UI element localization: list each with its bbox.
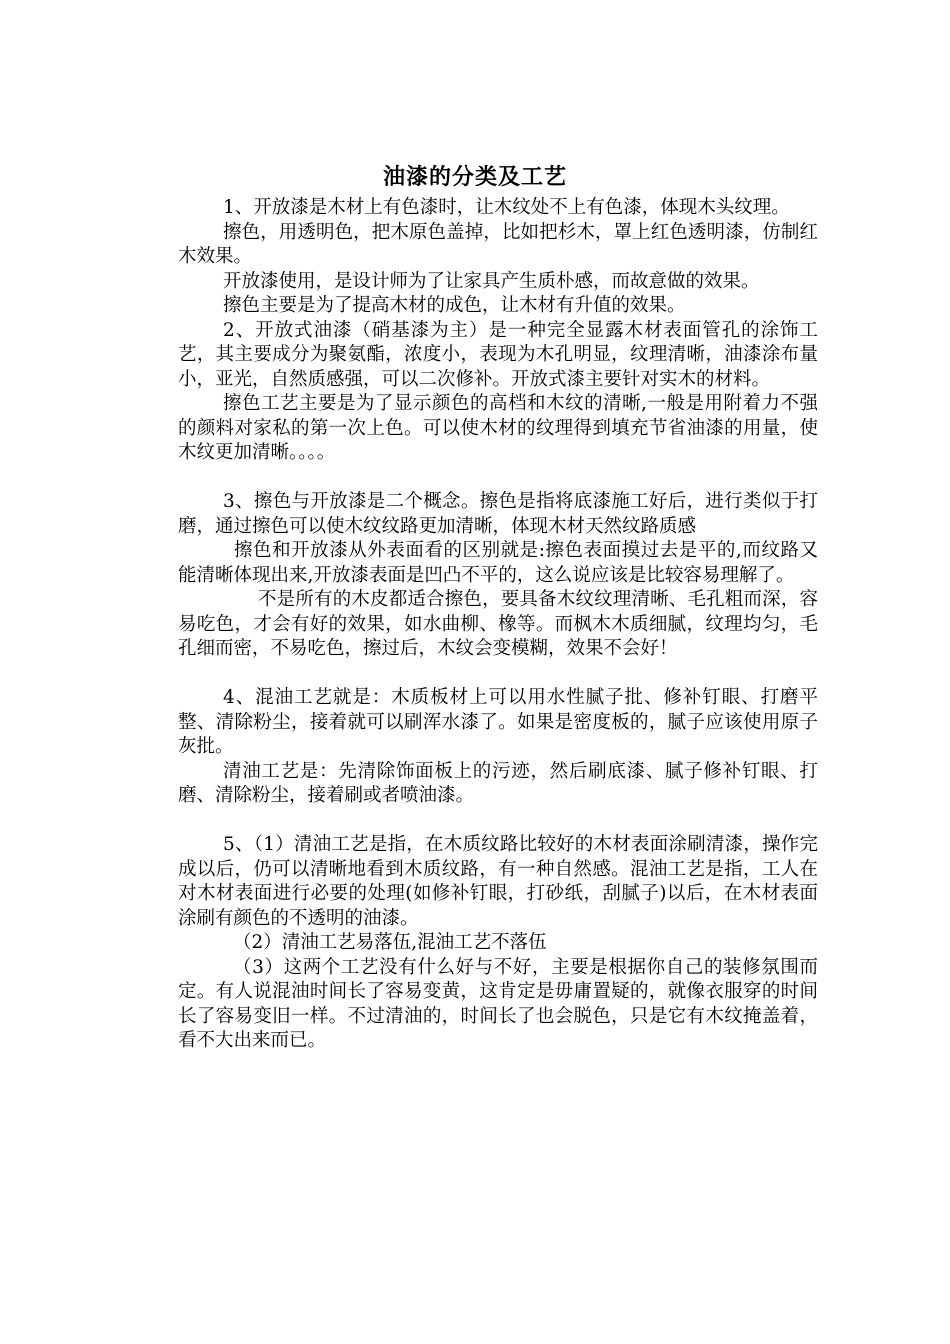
document-body xyxy=(178,196,818,1054)
paragraph: 2、开放式油漆（硝基漆为主）是一种完全显露木材表面管孔的涂饰工艺，其主要成分为聚氨酯，浓度小，表现为木孔明显，纹理清晰，油漆涂布量小，亚光，自然质感强，可以二次修补。开放式漆主要针对实木的材料。 xyxy=(178,319,818,390)
blank-line xyxy=(178,809,818,834)
paragraph: 1、开放漆是木材上有色漆时，让木纹处不上有色漆，体现木头纹理。 xyxy=(223,197,790,218)
paragraph: 不是所有的木皮都适合擦色，要具备木纹纹理清晰、毛孔粗而深，容易吃色，才会有好的效果，如水曲柳、橡等。而枫木木质细腻，纹理均匀，毛孔细而密，不易吃色，擦过后，木纹会变模糊，效果不会好！ xyxy=(178,589,818,659)
paragraph: 清油工艺是：先清除饰面板上的污迹，然后刷底漆、腻子修补钉眼、打磨、清除粉尘，接着刷或者喷油漆。 xyxy=(178,760,818,806)
document-title: 油漆的分类及工艺 xyxy=(382,164,567,190)
paragraph: （3）这两个工艺没有什么好与不好，主要是根据你自己的装修氛围而定。有人说混油时间长了容易变黄，这肯定是毋庸置疑的，就像衣服穿的时间长了容易变旧一样。不过清油的，时间长了也会脱色，只是它有木纹掩盖着，看不大出来而已。 xyxy=(178,956,818,1051)
blank-line xyxy=(178,466,818,491)
paragraph: 擦色和开放漆从外表面看的区别就是:擦色表面摸过去是平的,而纹路又能清晰体现出来,开放漆表面是凹凸不平的，这么说应该是比较容易理解了。 xyxy=(178,540,818,586)
paragraph: 擦色，用透明色，把木原色盖掉，比如把杉木，罩上红色透明漆，仿制红木效果。 xyxy=(178,221,818,267)
paragraph: 5、（1）清油工艺是指，在木质纹路比较好的木材表面涂刷清漆，操作完成以后，仍可以清晰地看到木质纹路，有一种自然感。混油工艺是指，工人在对木材表面进行必要的处理(如修补钉眼，打砂纸，刮腻子)以后，在木材表面涂刷有颜色的不透明的油漆。 xyxy=(178,834,818,929)
paragraph: 4、混油工艺就是：木质板材上可以用水性腻子批、修补钉眼、打磨平整、清除粉尘，接着就可以刷浑水漆了。如果是密度板的，腻子应该使用原子灰批。 xyxy=(178,687,818,757)
blank-line xyxy=(178,662,818,687)
paragraph: 擦色工艺主要是为了显示颜色的高档和木纹的清晰,一般是用附着力不强的颜料对家私的第一次上色。可以使木材的纹理得到填充节省油漆的用量，使木纹更加清晰。。。。 xyxy=(178,393,818,463)
paragraph: 开放漆使用，是设计师为了让家具产生质朴感，而故意做的效果。 xyxy=(223,270,760,292)
paragraph: 3、擦色与开放漆是二个概念。擦色是指将底漆施工好后，进行类似于打磨，通过擦色可以使木纹纹路更加清晰，体现木材天然纹路质感 xyxy=(178,491,818,537)
paragraph: （2）清油工艺易落伍,混油工艺不落伍 xyxy=(233,932,547,953)
paragraph: 擦色主要是为了提高木材的成色，让木材有升值的效果。 xyxy=(223,295,686,316)
